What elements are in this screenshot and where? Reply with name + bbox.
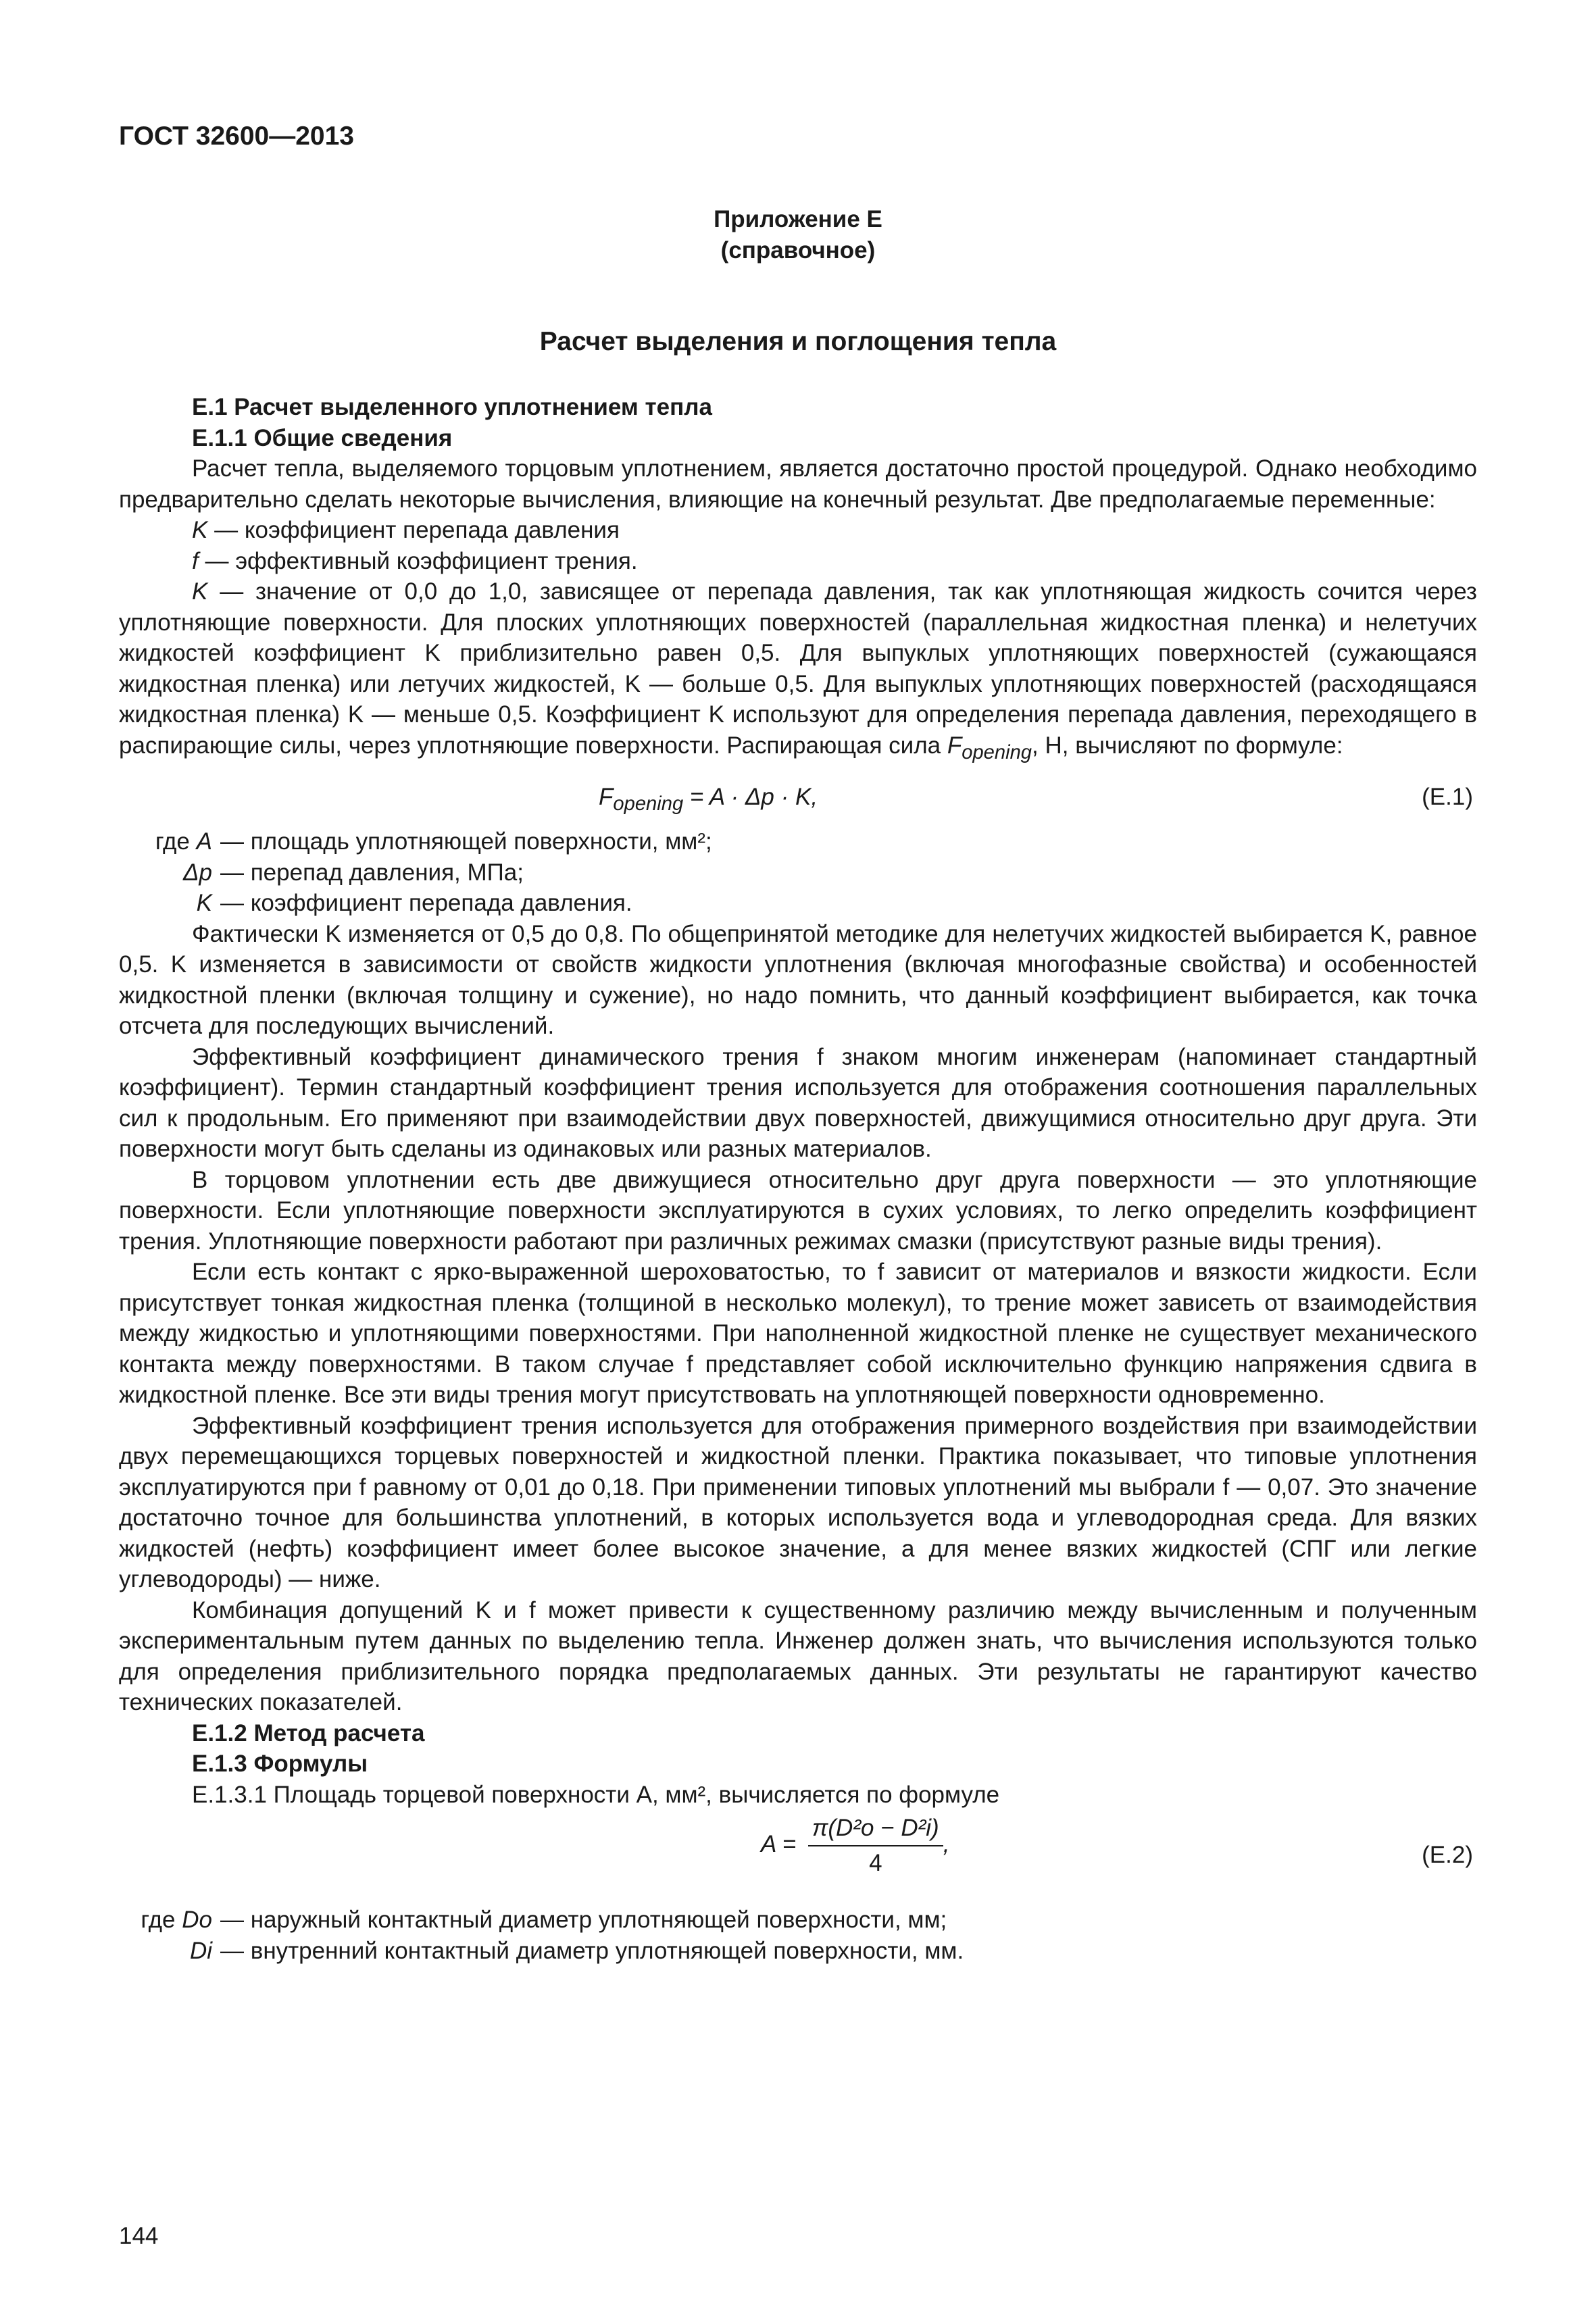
section-e1-heading: Е.1 Расчет выделенного уплотнением тепла bbox=[192, 394, 712, 420]
section-e13-heading: Е.1.3 Формулы bbox=[192, 1751, 368, 1777]
where-1-text-a: — площадь уплотняющей поверхности, мм²; bbox=[220, 828, 712, 855]
section-e12-heading: Е.1.2 Метод расчета bbox=[192, 1719, 425, 1746]
where-1-sym-a bbox=[119, 826, 220, 857]
where-2-sym-di: Di bbox=[189, 1937, 212, 1964]
symbol-k-lead: K bbox=[192, 578, 208, 605]
page-number: 144 bbox=[119, 2223, 159, 2249]
where-lead-word: где bbox=[155, 828, 190, 855]
symbol-f: f bbox=[192, 547, 199, 574]
document-page bbox=[119, 0, 1477, 2314]
where-2-sym-do bbox=[119, 1905, 220, 1936]
paragraph-2-tail: , Н, вычисляют по формуле: bbox=[1032, 732, 1343, 759]
formula-e2-number: (Е.2) bbox=[1422, 1842, 1473, 1868]
section-e11-heading: Е.1.1 Общие сведения bbox=[192, 424, 453, 451]
paragraph-6: Если есть контакт с ярко-выраженной шероховатостью, то f зависит от материалов и вязкости жидкости. Если присутствует тонкая жидкостная пленка (толщиной в несколько молекул), то трение может зависеть от взаимодействия между жидкостью и уплотняющими поверхностями. При наполненной жидкостной пленке не существует механического контакта между поверхностями. В таком случае f представляет собой исключительно функцию напряжения сдвига в жидкостной пленке. Все эти виды трения могут присутствовать на уплотняющей поверхности одновременно. bbox=[119, 1259, 1477, 1408]
paragraph-9: Е.1.3.1 Площадь торцевой поверхности A, мм², вычисляется по формуле bbox=[192, 1781, 1000, 1808]
formula-e2 bbox=[119, 1810, 1477, 1905]
where-list-1 bbox=[119, 826, 1477, 919]
appendix-title: Расчет выделения и поглощения тепла bbox=[539, 327, 1057, 356]
formula-e2-denominator: 4 bbox=[869, 1849, 882, 1876]
variable-k-definition bbox=[119, 515, 1477, 546]
paragraph-7: Эффективный коэффициент трения используется для отображения примерного воздействия при взаимодействии двух перемещающихся торцевых поверхностей и жидкостной пленки. Практика показывает, что типовые уплотнения эксплуатируются при f равному от 0,01 до 0,18. При применении типовых уплотнений мы выбрали f — 0,07. Это значение достаточно точное для большинства уплотнений, в которых используется вода и углеводородная среда. Для вязких жидкостей (нефть) коэффициент имеет более высокое значение, а для менее вязких жидкостей (СПГ или легкие углеводороды) — ниже. bbox=[119, 1412, 1477, 1592]
symbol-k: K bbox=[192, 517, 208, 543]
doc-header-code: ГОСТ 32600—2013 bbox=[119, 122, 354, 151]
formula-e1-rhs: = A · Δp · K, bbox=[689, 784, 818, 810]
formula-e2-lhs: A = bbox=[761, 1830, 797, 1857]
appendix-label: Приложение Е bbox=[714, 206, 882, 232]
symbol-F: F bbox=[947, 732, 962, 759]
symbol-opening-subscript: opening bbox=[962, 741, 1032, 763]
where-1-text-k: — коэффициент перепада давления. bbox=[220, 890, 632, 916]
formula-e2-fraction bbox=[808, 1813, 943, 1878]
formula-e2-numerator: π(D²o − D²i) bbox=[808, 1813, 943, 1846]
where-2-text-di: — внутренний контактный диаметр уплотняющей поверхности, мм. bbox=[220, 1937, 964, 1964]
paragraph-4: Эффективный коэффициент динамического трения f знаком многим инженерам (напоминает стандартный коэффициент). Термин стандартный коэффициент трения используется для отображения соотношения параллельных сил к продольным. Его применяют при взаимодействии двух поверхностей, движущимися относительно друг друга. Эти поверхности могут быть сделаны из одинаковых или разных материалов. bbox=[119, 1043, 1477, 1162]
paragraph-1: Расчет тепла, выделяемого торцовым уплотнением, является достаточно простой процедурой. Однако необходимо предварительно сделать некоторые вычисления, влияющие на конечный результат. Две предполагаемые переменные: bbox=[119, 455, 1477, 513]
formula-e1-number: (Е.1) bbox=[1422, 784, 1473, 810]
formula-e1 bbox=[119, 768, 1477, 826]
paragraph-2 bbox=[119, 576, 1477, 768]
where-list-2 bbox=[119, 1905, 1477, 1966]
where-1-sym-dp: Δp bbox=[183, 859, 212, 886]
formula-e1-subscript: opening bbox=[613, 793, 684, 815]
paragraph-8: Комбинация допущений K и f может привести к существенному различию между вычисленным и полученным экспериментальным путем данных по выделению тепла. Инженер должен знать, что вычисления используются только для определения приблизительного порядка предполагаемых данных. Эти результаты не гарантируют качество технических показателей. bbox=[119, 1596, 1477, 1715]
where-2-text-do: — наружный контактный диаметр уплотняющей поверхности, мм; bbox=[220, 1907, 947, 1933]
paragraph-2-text: — значение от 0,0 до 1,0, зависящее от перепада давления, так как уплотняющая жидкость сочится через уплотняющие поверхности. Для плоских уплотняющих поверхностей (параллельная жидкостная пленка) и нелетучих жидкостей коэффициент K приблизительно равен 0,5. Для выпуклых уплотняющих поверхностей (сужающаяся жидкостная пленка) или летучих жидкостей, K — больше 0,5. Для выпуклых уплотняющих поверхностей (расходящаяся жидкостная пленка) K — меньше 0,5. Коэффициент K используют для определения перепада давления, переходящего в распирающие силы, через уплотняющие поверхности. Распирающая сила bbox=[119, 578, 1477, 759]
variable-k-text: — коэффициент перепада давления bbox=[214, 517, 620, 543]
symbol-f-opening bbox=[947, 732, 1032, 763]
where-1-sym-k: K bbox=[196, 890, 212, 916]
formula-e1-lhs: F bbox=[599, 784, 614, 810]
where-2-lead-word: где bbox=[141, 1907, 176, 1933]
where-1-text-dp: — перепад давления, МПа; bbox=[220, 859, 524, 886]
variable-f-definition bbox=[119, 546, 1477, 577]
paragraph-5: В торцовом уплотнении есть две движущиеся относительно друг друга поверхности — это уплотняющие поверхности. Если уплотняющие поверхности эксплуатируются в сухих условиях, то легко определить коэффициент трения. Уплотняющие поверхности работают при различных режимах смазки (присутствуют разные виды трения). bbox=[119, 1166, 1477, 1255]
appendix-heading bbox=[119, 204, 1477, 266]
document-body bbox=[119, 392, 1477, 1966]
formula-e1-expression bbox=[599, 782, 818, 820]
formula-e2-expression bbox=[761, 1813, 949, 1878]
variable-f-text: — эффективный коэффициент трения. bbox=[205, 547, 638, 574]
where-2-sym-do-text: Do bbox=[182, 1907, 212, 1933]
appendix-type: (справочное) bbox=[720, 237, 876, 263]
paragraph-3: Фактически K изменяется от 0,5 до 0,8. По общепринятой методике для нелетучих жидкостей выбирается K, равное 0,5. K изменяется в зависимости от свойств жидкости уплотнения (включая многофазные свойства) и особенностей жидкостной пленки (включая толщину и сужение), но надо помнить, что данный коэффициент выбирается, как точка отсчета для последующих вычислений. bbox=[119, 920, 1477, 1039]
where-1-sym-a-text: A bbox=[196, 828, 212, 855]
formula-e2-comma: , bbox=[943, 1830, 950, 1857]
